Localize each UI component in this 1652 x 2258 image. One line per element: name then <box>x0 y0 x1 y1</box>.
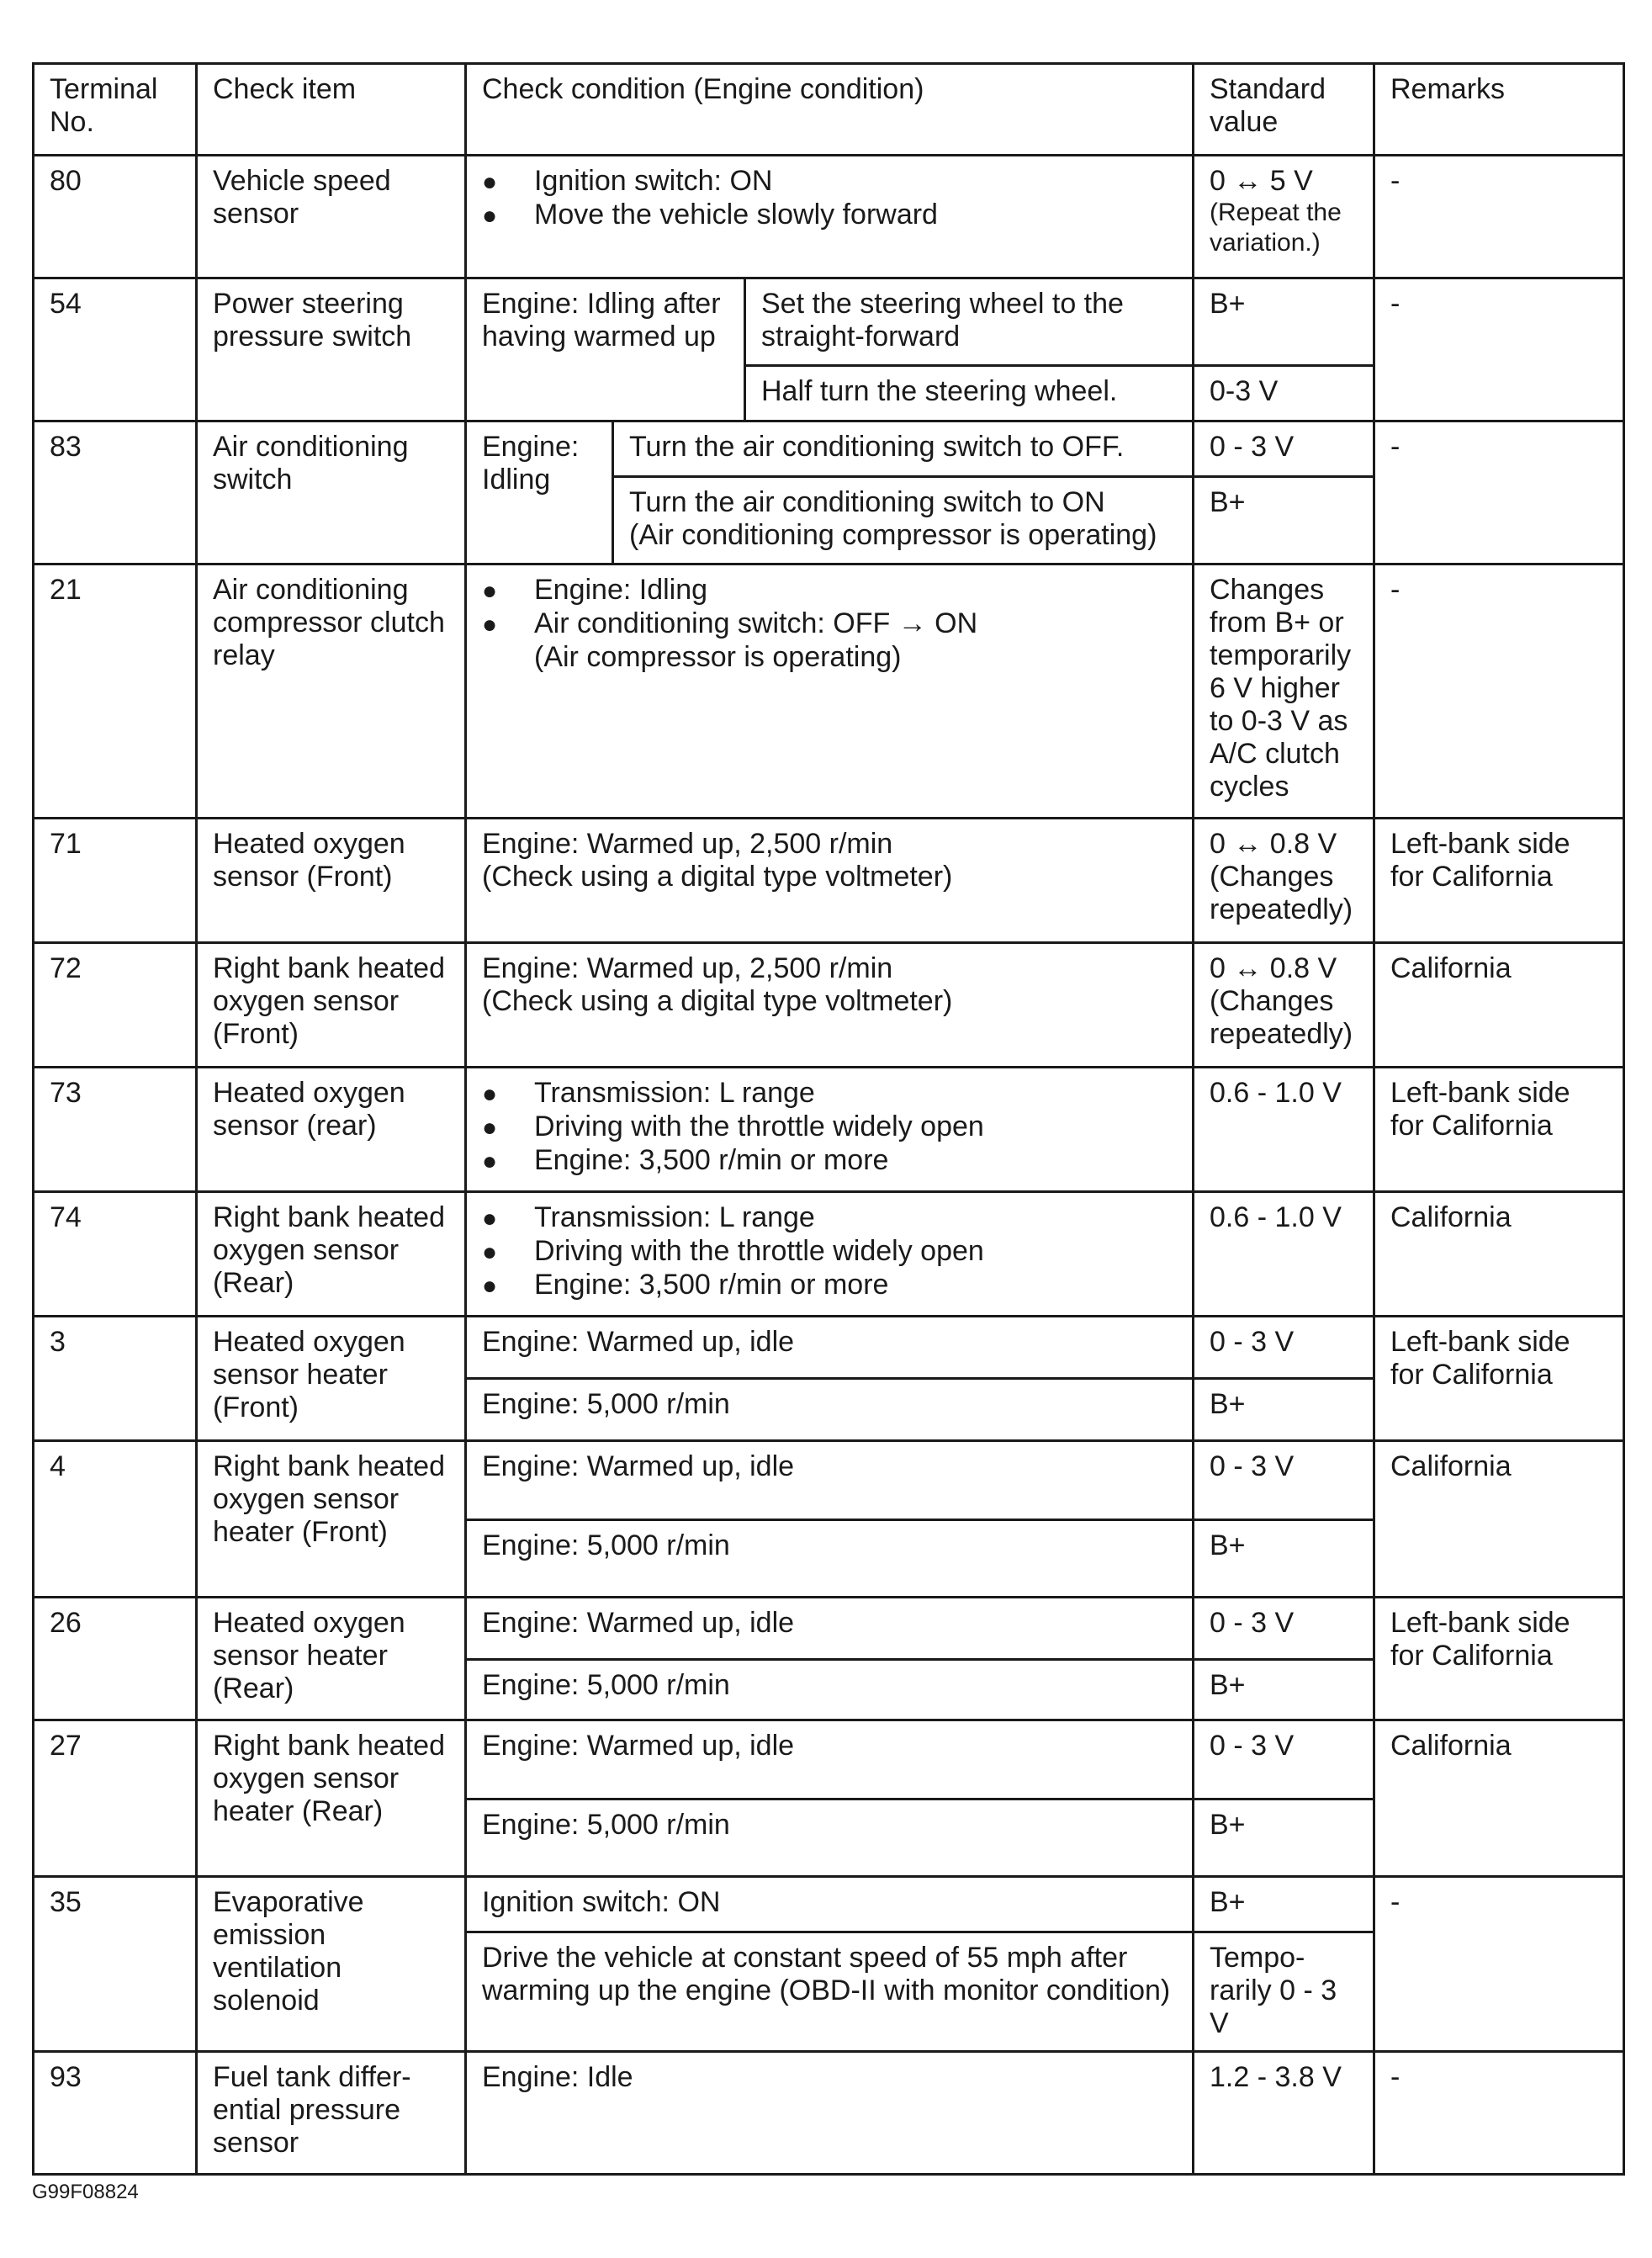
check-item-cell: Right bank heated oxygen sensor heater (Rear) <box>197 1720 466 1877</box>
remarks-cell: - <box>1374 156 1624 278</box>
terminal-cell: 35 <box>34 1877 197 2052</box>
condition-cell: Engine: Warmed up, 2,500 r/min (Check using a digital type voltmeter) <box>466 819 1194 943</box>
terminal-cell: 93 <box>34 2052 197 2175</box>
condition-cell: Engine: Warmed up, 2,500 r/min (Check using a digital type voltmeter) <box>466 943 1194 1068</box>
standard-cell: 0 ↔ 0.8 V (Changes repeatedly) <box>1194 819 1374 943</box>
sub-condition-cell: Turn the air conditioning switch to ON (Air conditioning compressor is operating) <box>613 477 1194 564</box>
table-row <box>34 1441 1624 1520</box>
header-terminal: Terminal No. <box>34 64 197 156</box>
condition-cell: Engine: Warmed up, idle <box>466 1598 1194 1660</box>
remarks-cell: - <box>1374 421 1624 564</box>
standard-cell: 0 - 3 V <box>1194 1441 1374 1520</box>
header-remarks: Remarks <box>1374 64 1624 156</box>
standard-cell: 0 - 3 V <box>1194 421 1374 477</box>
condition-cell: Engine: Idle <box>466 2052 1194 2175</box>
remarks-cell: Left-bank side for California <box>1374 1317 1624 1441</box>
terminal-cell: 54 <box>34 278 197 421</box>
terminal-cell: 83 <box>34 421 197 564</box>
table-row <box>34 421 1624 477</box>
terminal-cell: 26 <box>34 1598 197 1720</box>
check-item-cell: Air conditioning compressor clutch relay <box>197 564 466 819</box>
condition-cell: ● Transmission: L range ● Driving with the throttle widely open ● Engine: 3,500 r/min or more <box>466 1068 1194 1192</box>
table-row <box>34 1068 1624 1192</box>
standard-cell: B+ <box>1194 1520 1374 1598</box>
table-row <box>34 1877 1624 1932</box>
bullet-icon <box>482 607 534 641</box>
bullet-icon <box>482 1077 534 1110</box>
check-item-cell: Heated oxygen sensor heater (Front) <box>197 1317 466 1441</box>
table-row <box>34 1720 1624 1800</box>
bullet-icon <box>482 1144 534 1178</box>
table-row <box>34 1598 1624 1660</box>
standard-cell: 0 - 3 V <box>1194 1598 1374 1660</box>
condition-cell: Engine: 5,000 r/min <box>466 1800 1194 1877</box>
bullet-icon <box>482 1269 534 1302</box>
check-item-cell: Right bank heated oxygen sensor heater (Front) <box>197 1441 466 1598</box>
header-row <box>34 64 1624 156</box>
remarks-cell: California <box>1374 1720 1624 1877</box>
standard-cell: 0 - 3 V <box>1194 1317 1374 1379</box>
remarks-cell: - <box>1374 2052 1624 2175</box>
check-item-cell: Air conditioning switch <box>197 421 466 564</box>
standard-cell: B+ <box>1194 278 1374 366</box>
check-item-cell: Heated oxygen sensor (Front) <box>197 819 466 943</box>
table-row <box>34 156 1624 278</box>
table-row <box>34 819 1624 943</box>
terminal-cell: 74 <box>34 1192 197 1317</box>
bullet-icon <box>482 1235 534 1269</box>
header-condition: Check condition (Engine condition) <box>466 64 1194 156</box>
condition-cell: Drive the vehicle at constant speed of 55 mph after warming up the engine (OBD-II with monitor condition) <box>466 1932 1194 2052</box>
remarks-cell: - <box>1374 564 1624 819</box>
terminal-cell: 27 <box>34 1720 197 1877</box>
standard-cell: 0.6 - 1.0 V <box>1194 1068 1374 1192</box>
remarks-cell: - <box>1374 278 1624 421</box>
table-row <box>34 564 1624 819</box>
remarks-cell: Left-bank side for California <box>1374 1068 1624 1192</box>
standard-cell: Changes from B+ or temporarily 6 V higher to 0-3 V as A/C clutch cycles <box>1194 564 1374 819</box>
condition-cell: Engine: 5,000 r/min <box>466 1379 1194 1441</box>
condition-cell: Engine: 5,000 r/min <box>466 1660 1194 1720</box>
standard-cell: B+ <box>1194 1660 1374 1720</box>
check-item-cell: Right bank heated oxygen sensor (Front) <box>197 943 466 1068</box>
bullet-icon <box>482 1110 534 1144</box>
standard-cell: 0 ↔ 0.8 V (Changes repeatedly) <box>1194 943 1374 1068</box>
standard-cell: 0-3 V <box>1194 366 1374 421</box>
bullet-icon <box>482 165 534 199</box>
condition-cell: Engine: Idling <box>466 421 613 564</box>
remarks-cell: California <box>1374 1441 1624 1598</box>
sub-condition-cell: Half turn the steering wheel. <box>745 366 1194 421</box>
remarks-cell: - <box>1374 1877 1624 2052</box>
standard-cell: 0 - 3 V <box>1194 1720 1374 1800</box>
table-row <box>34 2052 1624 2175</box>
condition-cell: ● Engine: Idling ● Air conditioning switch: OFF → ON (Air compressor is operating) <box>466 564 1194 819</box>
terminal-cell: 80 <box>34 156 197 278</box>
terminal-cell: 3 <box>34 1317 197 1441</box>
check-item-cell: Fuel tank differ-ential pressure sensor <box>197 2052 466 2175</box>
standard-cell: B+ <box>1194 477 1374 564</box>
check-item-cell: Right bank heated oxygen sensor (Rear) <box>197 1192 466 1317</box>
remarks-cell: California <box>1374 1192 1624 1317</box>
standard-cell: B+ <box>1194 1379 1374 1441</box>
remarks-cell: California <box>1374 943 1624 1068</box>
standard-cell: Tempo-rarily 0 - 3 V <box>1194 1932 1374 2052</box>
condition-cell: Engine: Warmed up, idle <box>466 1317 1194 1379</box>
header-standard: Standard value <box>1194 64 1374 156</box>
bullet-icon <box>482 199 534 232</box>
sub-condition-cell: Turn the air conditioning switch to OFF. <box>613 421 1194 477</box>
table-row <box>34 1192 1624 1317</box>
check-item-cell: Evaporative emission ventilation solenoid <box>197 1877 466 2052</box>
remarks-cell: Left-bank side for California <box>1374 819 1624 943</box>
table-row <box>34 1317 1624 1379</box>
condition-cell: Engine: Idling after having warmed up <box>466 278 745 421</box>
condition-cell: Engine: Warmed up, idle <box>466 1441 1194 1520</box>
bullet-icon <box>482 1201 534 1235</box>
terminal-cell: 21 <box>34 564 197 819</box>
check-item-cell: Heated oxygen sensor heater (Rear) <box>197 1598 466 1720</box>
condition-cell: Ignition switch: ON <box>466 1877 1194 1932</box>
header-check-item: Check item <box>197 64 466 156</box>
condition-cell: Engine: Warmed up, idle <box>466 1720 1194 1800</box>
check-item-cell: Vehicle speed sensor <box>197 156 466 278</box>
check-item-cell: Power steering pressure switch <box>197 278 466 421</box>
terminal-check-table <box>32 62 1625 2176</box>
sub-condition-cell: Set the steering wheel to the straight-forward <box>745 278 1194 366</box>
table-row <box>34 943 1624 1068</box>
figure-code: G99F08824 <box>32 2181 139 2203</box>
bullet-icon <box>482 574 534 607</box>
condition-cell: ● Transmission: L range ● Driving with the throttle widely open ● Engine: 3,500 r/min or more <box>466 1192 1194 1317</box>
condition-cell: ● Ignition switch: ON ● Move the vehicle slowly forward <box>466 156 1194 278</box>
standard-cell: 0.6 - 1.0 V <box>1194 1192 1374 1317</box>
terminal-cell: 72 <box>34 943 197 1068</box>
condition-cell: Engine: 5,000 r/min <box>466 1520 1194 1598</box>
standard-cell: 0 ↔ 5 V (Repeat the variation.) <box>1194 156 1374 278</box>
remarks-cell: Left-bank side for California <box>1374 1598 1624 1720</box>
standard-cell: 1.2 - 3.8 V <box>1194 2052 1374 2175</box>
check-item-cell: Heated oxygen sensor (rear) <box>197 1068 466 1192</box>
terminal-cell: 73 <box>34 1068 197 1192</box>
terminal-cell: 4 <box>34 1441 197 1598</box>
table-row <box>34 278 1624 366</box>
standard-cell: B+ <box>1194 1800 1374 1877</box>
terminal-cell: 71 <box>34 819 197 943</box>
standard-cell: B+ <box>1194 1877 1374 1932</box>
